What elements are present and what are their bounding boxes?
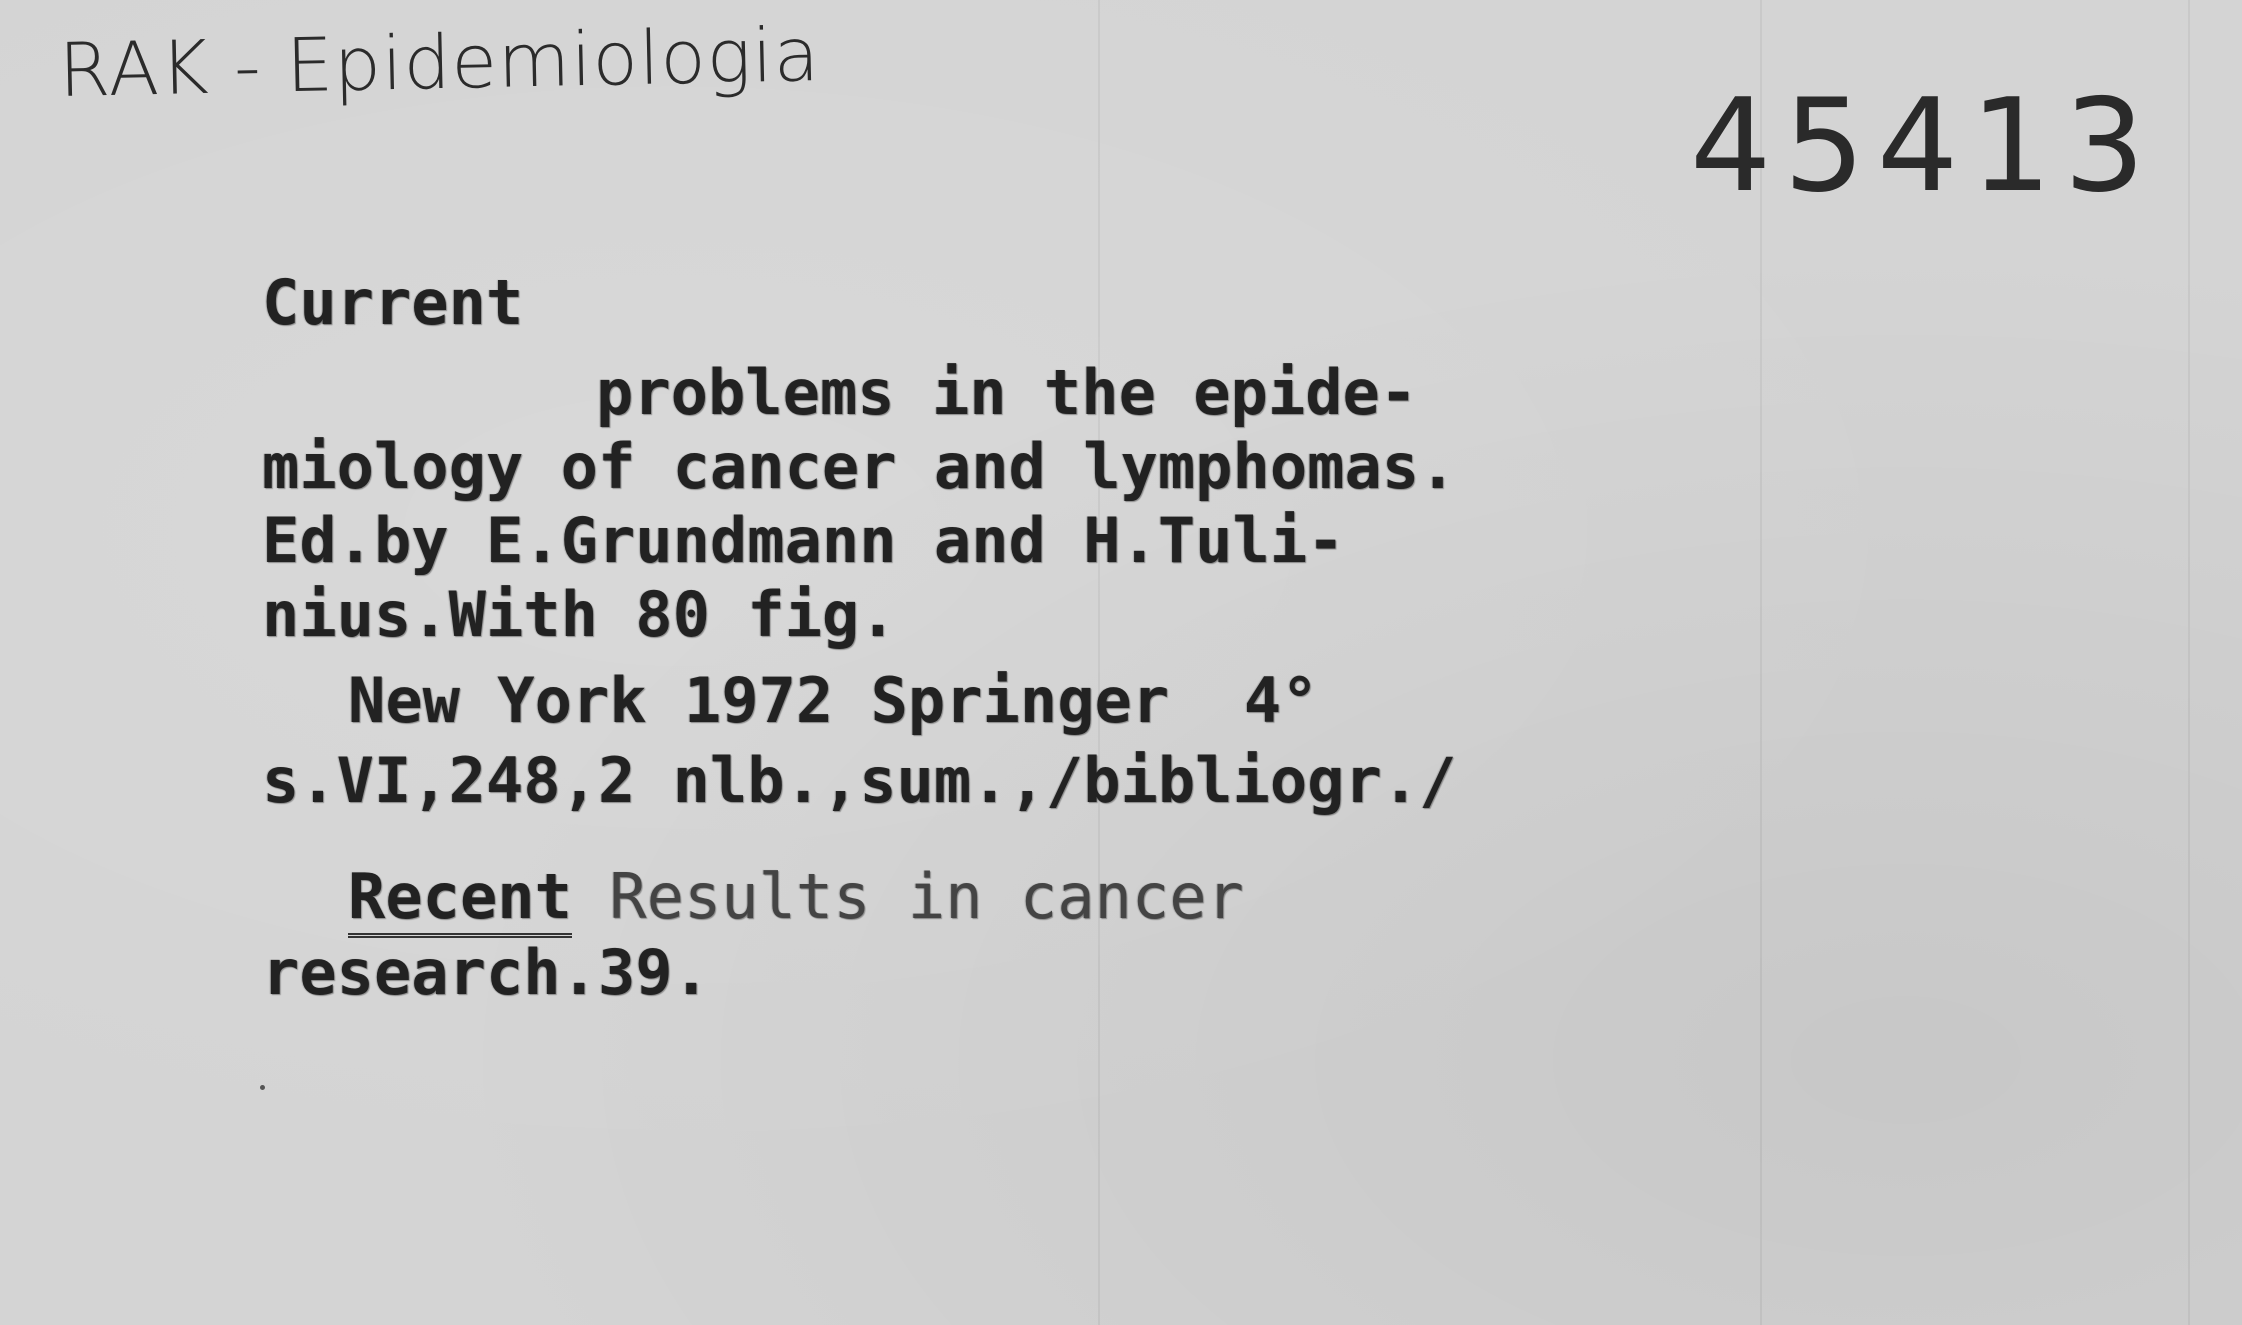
dust-speck bbox=[260, 1085, 265, 1090]
title-line-1: problems in the epide- bbox=[596, 356, 1418, 429]
scan-streak bbox=[1098, 0, 1100, 1325]
editors-line-1: Ed.by E.Grundmann and H.Tuli- bbox=[262, 504, 1345, 577]
collation-line: s.VI,248,2 nlb.,sum.,/bibliogr./ bbox=[262, 744, 1457, 817]
subject-heading-handwritten: RAK - Epidemiologia bbox=[58, 12, 821, 114]
series-line-1 bbox=[348, 860, 1244, 933]
title-line-2: miology of cancer and lymphomas. bbox=[262, 430, 1457, 503]
accession-number: 45413 bbox=[1690, 72, 2158, 221]
series-line-2: research.39. bbox=[262, 936, 710, 1009]
editors-line-2: nius.With 80 fig. bbox=[262, 578, 897, 651]
imprint-line: New York 1972 Springer 4° bbox=[348, 664, 1319, 737]
title-first-word: Current bbox=[262, 266, 524, 339]
series-rest: Results in cancer bbox=[571, 860, 1244, 933]
series-word: Recent bbox=[348, 860, 572, 938]
scan-streak bbox=[2188, 0, 2190, 1325]
